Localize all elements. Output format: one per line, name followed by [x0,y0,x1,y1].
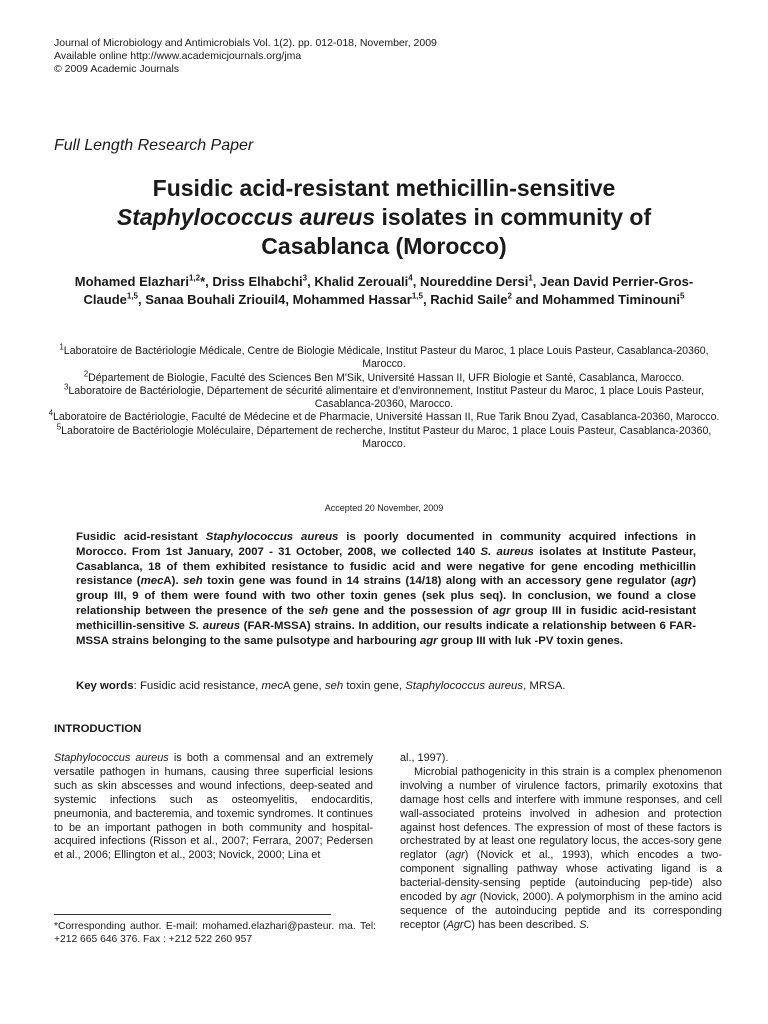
journal-citation: Journal of Microbiology and Antimicrobials Vol. 1(2). pp. 012-018, November, 2009 [54,37,437,49]
author: Mohamed Elazhari$^{1,2}$*, [74,273,213,289]
title-line-2-rest: isolates in community of [375,204,652,230]
affiliation: $^3$Laboratoire de Bactériologie, Département de sécurité alimentaire et d'environnement, Institut Pasteur du Maroc, 1 place Louis Pasteur, Casablanca-20360, Marocco. [63,382,705,411]
affiliation: $^5$Laboratoire de Bactériologie Moléculaire, Département de recherche, Institut Pasteur du Maroc, 1 place Louis Pasteur, Casablanca-20360, Marocco. [56,422,712,451]
journal-url[interactable]: Available online http://www.academicjournals.org/jma [54,50,302,62]
author: Driss Elhabchi$^3$, [212,273,315,289]
paragraph: Staphylococcus aureus is both a commensal and an extremely versatile pathogen in humans, causing three superficial lesions such as skin abscesses and wound infections, deep-seated and systemic infections such as osteomyelitis, endocarditis, pneumonia, and bacteremia, and toxemic syndromes. It continues to be an important pathogen in both community and hospital-acquired infections (Risson et al., 2007; Ferrara, 2007; Pedersen et al., 2006; Ellington et al., 2003; Novick, 2000; Lina et [54,752,373,862]
author: Noureddine Dersi$^1$, [419,273,540,289]
title-species: Staphylococcus aureus [116,204,376,230]
paragraph: Microbial pathogenicity in this strain is a complex phenomenon involving a number of virulence factors, primarily exotoxins that damage host cells and interfere with immune responses, and cell wall-associated proteins involved in adhesion and protection against host defences. The expression of most of these factors is orchestrated by at least one regulatory locus, the acces-sory gene reglator (agr) (Novick et al., 1993), which encodes a two-component signalling pathway whose activating ligand is a bacterial-density-sensing peptide (autoinducing pep-tide) also encoded by agr (Novick, 2000). A polymorphism in the amino acid sequence of the autoinducing peptide and its corresponding receptor (AgrC) has been described. S. [400,765,722,931]
author: Khalid Zerouali$^4$, [314,273,420,289]
paper-type: Full Length Research Paper [54,137,254,154]
footnote-divider [54,914,331,915]
paragraph-continuation: al., 1997). [400,752,449,764]
affiliations [46,342,722,451]
corresponding-author-footnote: *Corresponding author. E-mail: mohamed.elazhari@pasteur. ma. Tel: +212 665 646 376. Fax : +212 522 260 957 [54,921,376,945]
title-line-1: Fusidic acid-resistant methicillin-sensitive [152,175,616,201]
body-column-left [54,752,373,863]
body-column-right [400,752,722,933]
keywords: Key words: Fusidic acid resistance, mecA gene, seh toxin gene, Staphylococcus aureus, MRSA. [76,680,566,692]
author: Jean David Perrier-Gros-Claude$^{1,5}$, [83,274,694,307]
journal-header [54,37,437,76]
title-line-2 [40,203,728,232]
author: Sanaa Bouhali Zriouil4, [145,292,293,307]
affiliation: $^4$Laboratoire de Bactériologie, Faculté de Médecine et de Pharmacie, Université Hassan II, Rue Tarik Bnou Zyad, Casablanca-20360, Marocco. [48,408,720,424]
accepted-date: Accepted 20 November, 2009 [324,503,444,513]
affiliation: $^2$Département de Biologie, Faculté des Sciences Ben M'Sik, Université Hassan II, UFR Biologie et Santé, Casablanca, Marocco. [83,369,685,384]
title-line-3: Casablanca (Morocco) [261,233,507,259]
author: Rachid Saile$^2$ and [430,291,543,307]
affiliation: $^1$Laboratoire de Bactériologie Médicale, Centre de Biologie Médicale, Institut Pasteur du Maroc, 1 place Louis Pasteur, Casablanca-20360, Marocco. [59,342,709,371]
author: Mohammed Timinouni$^5$ [542,291,685,307]
section-heading-introduction: INTRODUCTION [54,723,142,735]
paper-title [40,174,728,261]
journal-copyright: © 2009 Academic Journals [54,63,180,75]
author: Mohammed Hassar$^{1,5}$, [292,291,431,307]
author-list [50,273,718,309]
abstract: Fusidic acid-resistant Staphylococcus aureus is poorly documented in community acquired infections in Morocco. From 1st January, 2007 - 31 October, 2008, we collected 140 S. aureus isolates at Institute Pasteur, Casablanca, 18 of them exhibited resistance to fusidic acid and were negative for gene encoding methicillin resistance (mecA). seh toxin gene was found in 14 strains (14/18) along with an accessory gene regulator (agr) group III, 9 of them were found with two other toxin genes (sek plus seq). In conclusion, we found a close relationship between the presence of the seh gene and the possession of agr group III in fusidic acid-resistant methicillin-sensitive S. aureus (FAR-MSSA) strains. In addition, our results indicate a relationship between 6 FAR-MSSA strains belonging to the same pulsotype and harbouring agr group III with luk -PV toxin genes. [76,531,697,647]
keywords-label: Key words [76,680,134,692]
